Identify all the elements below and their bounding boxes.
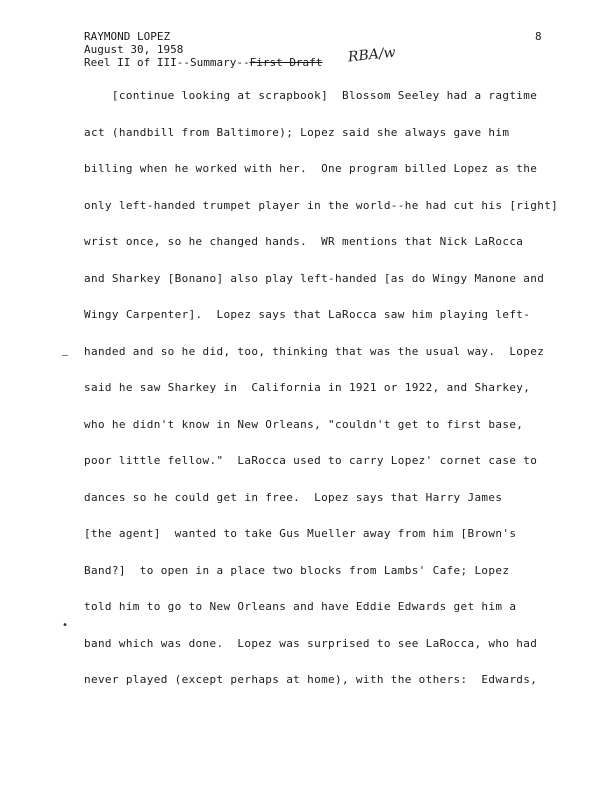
body-line: Band?] to open in a place two blocks from Lambs' Cafe; Lopez (84, 563, 510, 577)
body-line: said he saw Sharkey in California in 1921 or 1922, and Sharkey, (84, 381, 531, 394)
body-line: [the agent] wanted to take Gus Mueller away from him [Brown's (84, 527, 517, 540)
struck-draft-label: First Draft (249, 56, 323, 69)
summary-body (84, 88, 570, 709)
body-line: band which was done. Lopez was surprised to see LaRocca, who had (84, 636, 538, 650)
body-line: dances so he could get in free. Lopez says that Harry James (84, 490, 503, 504)
handwritten-initials: RBA/w (347, 44, 397, 66)
body-line: [continue looking at scrapbook] Blossom Seeley had a ragtime (84, 89, 538, 102)
body-line: never played (except perhaps at home), with the others: Edwards, (84, 673, 538, 686)
body-line: Wingy Carpenter]. Lopez says that LaRocca saw him playing left- (84, 308, 531, 321)
body-line: told him to go to New Orleans and have Eddie Edwards get him a (84, 600, 517, 613)
body-line: and Sharkey [Bonano] also play left-handed [as do Wingy Manone and (84, 271, 545, 285)
body-line: billing when he worked with her. One program billed Lopez as the (84, 162, 538, 175)
body-line: who he didn't know in New Orleans, "couldn't get to first base, (84, 417, 524, 431)
reel-label: Reel II of III--Summary-- (84, 56, 250, 69)
margin-dash-mark: – (62, 350, 69, 361)
page-number: 8 (535, 30, 542, 43)
interview-date: August 30, 1958 (84, 43, 184, 56)
body-line: only left-handed trumpet player in the world--he had cut his [right] (84, 198, 559, 212)
margin-dot-mark: • (62, 620, 69, 631)
body-line: act (handbill from Baltimore); Lopez said she always gave him (84, 125, 510, 139)
interviewee-name: RAYMOND LOPEZ (84, 30, 171, 43)
document-header (84, 30, 322, 69)
body-line: wrist once, so he changed hands. WR mentions that Nick LaRocca (84, 235, 524, 248)
reel-info (84, 56, 322, 69)
body-line: poor little fellow." LaRocca used to carry Lopez' cornet case to (84, 454, 538, 467)
body-line: handed and so he did, too, thinking that was the usual way. Lopez (84, 344, 545, 358)
